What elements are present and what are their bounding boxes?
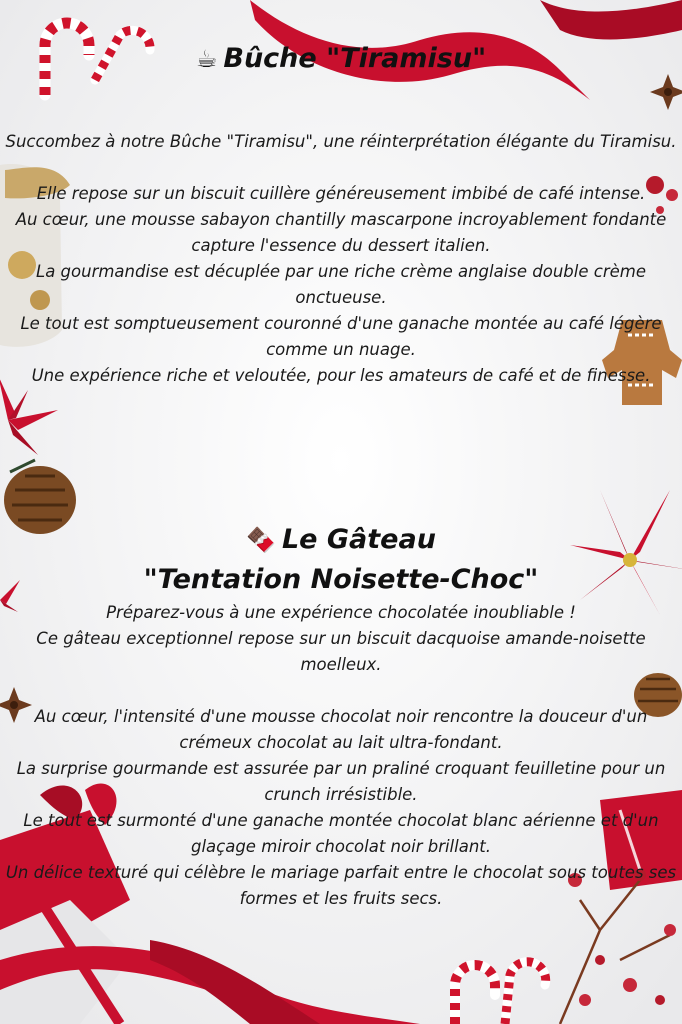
section2-title-text-2: "Tentation Noisette-Choc" (143, 564, 539, 595)
section1-title-text: Bûche "Tiramisu" (223, 43, 487, 74)
section1-line-5: Une expérience riche et veloutée, pour les amateurs de café et de finesse. (31, 366, 651, 385)
section1-line-4: Le tout est somptueusement couronné d'une ganache montée au café légère comme un nuage. (20, 314, 662, 359)
section2-intro-2: Ce gâteau exceptionnel repose sur un biscuit dacquoise amande-noisette moelleux. (36, 629, 646, 674)
section1-line-1: Elle repose sur un biscuit cuillère généreusement imbibé de café intense. (36, 184, 646, 203)
section2-title-text-1: Le Gâteau (281, 524, 436, 555)
section2-description (4, 600, 678, 912)
section2-title-line2 (0, 563, 682, 597)
chocolate-icon: 🍫 (246, 526, 276, 554)
section2-title-line1 (0, 523, 682, 557)
section2-line-4: Un délice texturé qui célèbre le mariage parfait entre le chocolat sous toutes ses formes et les fruits secs. (5, 863, 677, 908)
section1-description (4, 129, 678, 389)
section2-line-2: La surprise gourmande est assurée par un praliné croquant feuilletine pour un crunch irrésistible. (16, 759, 666, 804)
section1-line-2: Au cœur, une mousse sabayon chantilly mascarpone incroyablement fondante capture l'essence du dessert italien. (15, 210, 667, 255)
section2-line-3: Le tout est surmonté d'une ganache montée chocolat blanc aérienne et d'un glaçage miroir chocolat noir brillant. (23, 811, 659, 856)
section2-intro-1: Préparez-vous à une expérience chocolatée inoubliable ! (106, 603, 576, 622)
coffee-icon: ☕ (195, 45, 218, 73)
section2-line-1: Au cœur, l'intensité d'une mousse chocolat noir rencontre la douceur d'un crémeux chocolat au lait ultra-fondant. (34, 707, 648, 752)
section1-line-3: La gourmandise est décuplée par une riche crème anglaise double crème onctueuse. (36, 262, 646, 307)
section1-title (0, 42, 682, 76)
section1-intro: Succombez à notre Bûche "Tiramisu", une réinterprétation élégante du Tiramisu. (5, 132, 677, 151)
